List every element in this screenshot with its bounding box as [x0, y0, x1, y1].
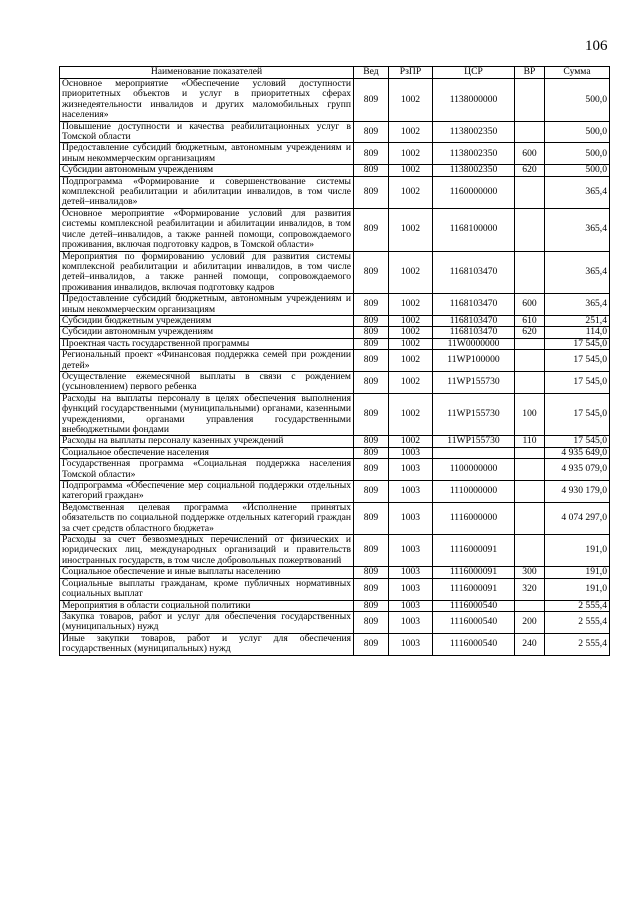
cell-vr: 100	[515, 393, 545, 436]
cell-ved: 809	[354, 393, 389, 436]
cell-csr: 1100000000	[433, 459, 515, 481]
cell-name: Предоставление субсидий бюджетным, автономным учреждениям и иным некоммерческим организациям	[60, 294, 354, 316]
cell-rzpr: 1002	[389, 327, 433, 338]
cell-sum: 114,0	[545, 327, 610, 338]
cell-vr	[515, 350, 545, 372]
cell-sum: 365,4	[545, 176, 610, 208]
cell-name: Социальное обеспечение населения	[60, 447, 354, 458]
cell-rzpr: 1002	[389, 79, 433, 122]
cell-sum: 365,4	[545, 208, 610, 251]
cell-vr	[515, 176, 545, 208]
table-row	[60, 338, 610, 349]
cell-vr: 110	[515, 436, 545, 447]
table-row	[60, 393, 610, 436]
cell-csr: 1168100000	[433, 208, 515, 251]
cell-sum: 500,0	[545, 79, 610, 122]
cell-rzpr: 1002	[389, 251, 433, 294]
cell-name: Подпрограмма «Формирование и совершенствование системы комплексной реабилитации и абилитации инвалидов, в том числе детей–инвалидов»	[60, 176, 354, 208]
cell-name: Социальные выплаты гражданам, кроме публичных нормативных социальных выплат	[60, 578, 354, 600]
cell-vr	[515, 208, 545, 251]
cell-ved: 809	[354, 208, 389, 251]
cell-sum: 2 555,4	[545, 611, 610, 633]
cell-csr: 1138002350	[433, 143, 515, 165]
cell-ved: 809	[354, 143, 389, 165]
cell-vr	[515, 535, 545, 567]
cell-name: Проектная часть государственной программы	[60, 338, 354, 349]
cell-csr	[433, 447, 515, 458]
cell-rzpr: 1002	[389, 176, 433, 208]
cell-name: Социальное обеспечение и иные выплаты населению	[60, 567, 354, 578]
cell-name: Осуществление ежемесячной выплаты в связи с рождением (усыновлением) первого ребенка	[60, 371, 354, 393]
cell-ved: 809	[354, 633, 389, 655]
cell-vr	[515, 251, 545, 294]
cell-name: Основное мероприятие «Формирование условий для развития системы комплексной реабилитации и абилитации инвалидов, в том числе детей–инвалидов, а также ранней помощи, сопровождаемого проживания, включая подготовку кадров, в Томской области»	[60, 208, 354, 251]
table-row	[60, 567, 610, 578]
cell-name: Субсидии бюджетным учреждениям	[60, 315, 354, 326]
cell-csr: 11WP155730	[433, 436, 515, 447]
cell-name: Государственная программа «Социальная поддержка населения Томской области»	[60, 459, 354, 481]
cell-csr: 1116000540	[433, 600, 515, 611]
cell-rzpr: 1002	[389, 208, 433, 251]
cell-rzpr: 1003	[389, 611, 433, 633]
cell-name: Субсидии автономным учреждениям	[60, 165, 354, 176]
cell-ved: 809	[354, 535, 389, 567]
cell-name: Подпрограмма «Обеспечение мер социальной поддержки отдельных категорий граждан»	[60, 481, 354, 503]
table-row	[60, 600, 610, 611]
cell-ved: 809	[354, 578, 389, 600]
cell-rzpr: 1002	[389, 371, 433, 393]
cell-name: Региональный проект «Финансовая поддержка семей при рождении детей»	[60, 350, 354, 372]
cell-sum: 4 935 649,0	[545, 447, 610, 458]
cell-vr: 620	[515, 165, 545, 176]
header-ved: Вед	[354, 67, 389, 79]
cell-sum: 4 074 297,0	[545, 502, 610, 534]
table-row	[60, 176, 610, 208]
cell-vr	[515, 447, 545, 458]
cell-csr: 1168103470	[433, 327, 515, 338]
cell-rzpr: 1003	[389, 633, 433, 655]
table-row	[60, 294, 610, 316]
cell-sum: 2 555,4	[545, 600, 610, 611]
cell-vr: 600	[515, 294, 545, 316]
cell-name: Расходы на выплаты персоналу в целях обеспечения выполнения функций государственными (муниципальными) органами, казенными учреждениями, органами управления государственными внебюджетными фондами	[60, 393, 354, 436]
cell-csr: 11WP155730	[433, 393, 515, 436]
cell-ved: 809	[354, 611, 389, 633]
cell-ved: 809	[354, 502, 389, 534]
cell-ved: 809	[354, 350, 389, 372]
cell-rzpr: 1002	[389, 350, 433, 372]
cell-vr: 300	[515, 567, 545, 578]
cell-rzpr: 1003	[389, 481, 433, 503]
cell-vr	[515, 121, 545, 143]
table-row	[60, 79, 610, 122]
cell-ved: 809	[354, 436, 389, 447]
cell-vr	[515, 338, 545, 349]
table-row	[60, 315, 610, 326]
table-row	[60, 502, 610, 534]
cell-sum: 191,0	[545, 535, 610, 567]
table-row	[60, 121, 610, 143]
cell-csr: 11WP155730	[433, 371, 515, 393]
cell-csr: 11W0000000	[433, 338, 515, 349]
cell-name: Иные закупки товаров, работ и услуг для обеспечения государственных (муниципальных) нужд	[60, 633, 354, 655]
cell-csr: 1138002350	[433, 165, 515, 176]
cell-csr: 1116000540	[433, 633, 515, 655]
cell-rzpr: 1002	[389, 338, 433, 349]
cell-rzpr: 1003	[389, 459, 433, 481]
cell-rzpr: 1002	[389, 165, 433, 176]
table-body	[60, 79, 610, 656]
cell-rzpr: 1003	[389, 578, 433, 600]
table-header-row	[60, 67, 610, 79]
cell-vr: 610	[515, 315, 545, 326]
cell-rzpr: 1002	[389, 436, 433, 447]
cell-name: Расходы на выплаты персоналу казенных учреждений	[60, 436, 354, 447]
cell-ved: 809	[354, 600, 389, 611]
cell-ved: 809	[354, 371, 389, 393]
cell-ved: 809	[354, 459, 389, 481]
cell-csr: 1138000000	[433, 79, 515, 122]
cell-rzpr: 1003	[389, 447, 433, 458]
table-row	[60, 251, 610, 294]
cell-ved: 809	[354, 165, 389, 176]
cell-sum: 251,4	[545, 315, 610, 326]
cell-vr	[515, 459, 545, 481]
cell-ved: 809	[354, 447, 389, 458]
cell-rzpr: 1002	[389, 315, 433, 326]
cell-vr: 320	[515, 578, 545, 600]
cell-sum: 17 545,0	[545, 338, 610, 349]
cell-vr	[515, 79, 545, 122]
cell-sum: 365,4	[545, 251, 610, 294]
cell-sum: 4 930 179,0	[545, 481, 610, 503]
cell-name: Субсидии автономным учреждениям	[60, 327, 354, 338]
cell-name: Основное мероприятие «Обеспечение условий доступности приоритетных объектов и услуг в приоритетных сферах жизнедеятельности инвалидов и других маломобильных групп населения»	[60, 79, 354, 122]
cell-sum: 17 545,0	[545, 371, 610, 393]
cell-name: Закупка товаров, работ и услуг для обеспечения государственных (муниципальных) нужд	[60, 611, 354, 633]
table-row	[60, 447, 610, 458]
header-sum: Сумма	[545, 67, 610, 79]
table-row	[60, 535, 610, 567]
cell-rzpr: 1003	[389, 502, 433, 534]
table-row	[60, 327, 610, 338]
cell-csr: 1160000000	[433, 176, 515, 208]
cell-csr: 1168103470	[433, 251, 515, 294]
cell-vr: 600	[515, 143, 545, 165]
table-row	[60, 350, 610, 372]
table-row	[60, 208, 610, 251]
cell-ved: 809	[354, 327, 389, 338]
table-row	[60, 611, 610, 633]
cell-ved: 809	[354, 121, 389, 143]
cell-ved: 809	[354, 338, 389, 349]
cell-csr: 11WP100000	[433, 350, 515, 372]
table-row	[60, 165, 610, 176]
cell-ved: 809	[354, 315, 389, 326]
cell-sum: 4 935 079,0	[545, 459, 610, 481]
cell-csr: 1116000091	[433, 535, 515, 567]
table-row	[60, 633, 610, 655]
cell-name: Ведомственная целевая программа «Исполнение принятых обязательств по социальной поддержке отдельных категорий граждан за счет средств областного бюджета»	[60, 502, 354, 534]
cell-sum: 500,0	[545, 121, 610, 143]
cell-name: Расходы за счет безвозмездных перечислений от физических и юридических лиц, международных организаций и правительств иностранных государств, в том числе добровольных пожертвований	[60, 535, 354, 567]
cell-rzpr: 1002	[389, 294, 433, 316]
table-row	[60, 371, 610, 393]
cell-csr: 1116000000	[433, 502, 515, 534]
table-row	[60, 481, 610, 503]
cell-vr: 240	[515, 633, 545, 655]
cell-ved: 809	[354, 176, 389, 208]
table-row	[60, 143, 610, 165]
cell-csr: 1168103470	[433, 315, 515, 326]
cell-vr	[515, 481, 545, 503]
cell-ved: 809	[354, 251, 389, 294]
cell-sum: 17 545,0	[545, 393, 610, 436]
cell-sum: 191,0	[545, 567, 610, 578]
header-rzpr: РзПР	[389, 67, 433, 79]
cell-sum: 500,0	[545, 143, 610, 165]
cell-ved: 809	[354, 294, 389, 316]
cell-rzpr: 1003	[389, 567, 433, 578]
cell-csr: 1168103470	[433, 294, 515, 316]
header-vr: ВР	[515, 67, 545, 79]
cell-vr: 200	[515, 611, 545, 633]
cell-vr: 620	[515, 327, 545, 338]
cell-sum: 500,0	[545, 165, 610, 176]
budget-table	[59, 66, 610, 656]
table-row	[60, 436, 610, 447]
cell-sum: 191,0	[545, 578, 610, 600]
cell-name: Мероприятия по формированию условий для развития системы комплексной реабилитации и абилитации инвалидов, в том числе детей–инвалидов, а также ранней помощи, сопровождаемого проживания инвалидов, включая подготовку кадров	[60, 251, 354, 294]
cell-rzpr: 1002	[389, 393, 433, 436]
cell-ved: 809	[354, 481, 389, 503]
cell-csr: 1110000000	[433, 481, 515, 503]
cell-ved: 809	[354, 567, 389, 578]
table-row	[60, 578, 610, 600]
cell-rzpr: 1002	[389, 121, 433, 143]
cell-csr: 1116000091	[433, 567, 515, 578]
header-csr: ЦСР	[433, 67, 515, 79]
cell-rzpr: 1003	[389, 535, 433, 567]
cell-rzpr: 1003	[389, 600, 433, 611]
cell-name: Мероприятия в области социальной политики	[60, 600, 354, 611]
cell-sum: 17 545,0	[545, 436, 610, 447]
cell-name: Повышение доступности и качества реабилитационных услуг в Томской области	[60, 121, 354, 143]
cell-name: Предоставление субсидий бюджетным, автономным учреждениям и иным некоммерческим организациям	[60, 143, 354, 165]
cell-rzpr: 1002	[389, 143, 433, 165]
cell-vr	[515, 502, 545, 534]
header-name: Наименование показателей	[60, 67, 354, 79]
cell-csr: 1138002350	[433, 121, 515, 143]
cell-csr: 1116000540	[433, 611, 515, 633]
cell-sum: 17 545,0	[545, 350, 610, 372]
cell-vr	[515, 371, 545, 393]
cell-sum: 2 555,4	[545, 633, 610, 655]
cell-ved: 809	[354, 79, 389, 122]
cell-csr: 1116000091	[433, 578, 515, 600]
table-row	[60, 459, 610, 481]
cell-sum: 365,4	[545, 294, 610, 316]
cell-vr	[515, 600, 545, 611]
page-number: 106	[585, 38, 608, 54]
